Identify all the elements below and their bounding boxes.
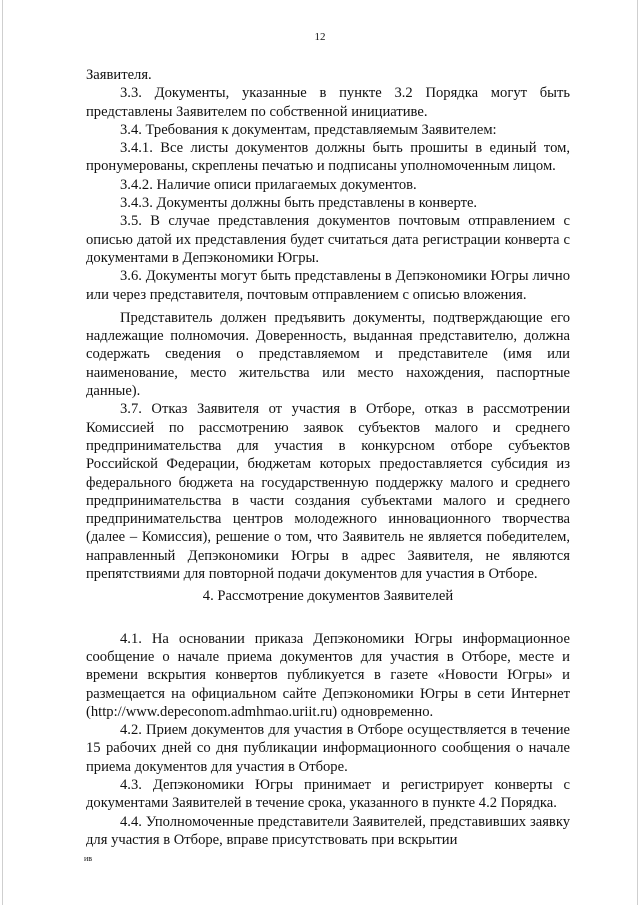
section-4-paragraphs <box>86 630 570 850</box>
paragraph: 3.4. Требования к документам, представляемым Заявителем: <box>120 121 497 138</box>
paragraph: 3.4.1. Все листы документов должны быть прошиты в единый том, пронумерованы, скреплены печатью и подписаны уполномоченным лицом. <box>86 140 570 175</box>
paragraph: Заявителя. <box>86 67 152 83</box>
paragraph: Представитель должен предъявить документы, подтверждающие его надлежащие полномочия. Доверенность, выданная представителю, должна содержать сведения о представляемом и представителе (имя или наименование, место жительства или место нахождения, паспортные данные). <box>86 309 570 400</box>
page-number: 12 <box>314 31 326 43</box>
paragraph: 3.7. Отказ Заявителя от участия в Отборе, отказ в рассмотрении Комиссией по рассмотрению заявок субъектов малого и среднего предпринимательства для участия в конкурсном отборе субъектов Российской Федерации, бюджетам которых предоставляется субсидия из федерального бюджета на государственную поддержку малого и среднего предпринимательства в части создания субъектами малого и среднего предпринимательства центров молодежного инновационного творчества (далее – Комиссия), решение о том, что Заявитель не является победителем, направленный Депэкономики Югры в адрес Заявителя, не являются препятствиями для повторной подачи документов для участия в Отборе. <box>86 401 570 583</box>
left-scan-edge <box>2 0 3 905</box>
paragraph: 3.6. Документы могут быть представлены в Депэкономики Югры лично или через представителя, почтовым отправлением с описью вложения. <box>86 268 570 303</box>
paragraph: 4.4. Уполномоченные представители Заявителей, представивших заявку для участия в Отборе, вправе присутствовать при вскрытии <box>86 813 570 848</box>
paragraph: 4.1. На основании приказа Депэкономики Югры информационное сообщение о начале приема документов для участия в Отборе, месте и времени вскрытия конвертов публикуется в газете «Новости Югры» и размещается на официальном сайте Депэкономики Югры в сети Интернет (http://www.depeconom.admhmao.uriit.ru) одновременно. <box>86 630 570 720</box>
section-3-paragraphs <box>86 66 570 583</box>
section-heading: 4. Рассмотрение документов Заявителей <box>202 588 454 605</box>
paragraph: 3.5. В случае представления документов почтовым отправлением с описью датой их представления будет считаться дата регистрации конверта с документами в Депэкономики Югры. <box>86 213 570 266</box>
right-scan-edge <box>637 0 638 905</box>
footer-mark: ив <box>84 854 93 863</box>
paragraph: 3.3. Документы, указанные в пункте 3.2 Порядка могут быть представлены Заявителем по собственной инициативе. <box>86 85 570 120</box>
paragraph: 3.4.2. Наличие описи прилагаемых документов. <box>120 176 417 193</box>
paragraph: 4.3. Депэкономики Югры принимает и регистрирует конверты с документами Заявителей в течение срока, указанного в пункте 4.2 Порядка. <box>86 776 570 812</box>
paragraph: 3.4.3. Документы должны быть представлены в конверте. <box>120 195 478 212</box>
paragraph: 4.2. Прием документов для участия в Отборе осуществляется в течение 15 рабочих дней со дня публикации информационного сообщения о начале приема документов для участия в Отборе. <box>86 722 570 775</box>
document-body <box>86 66 570 849</box>
